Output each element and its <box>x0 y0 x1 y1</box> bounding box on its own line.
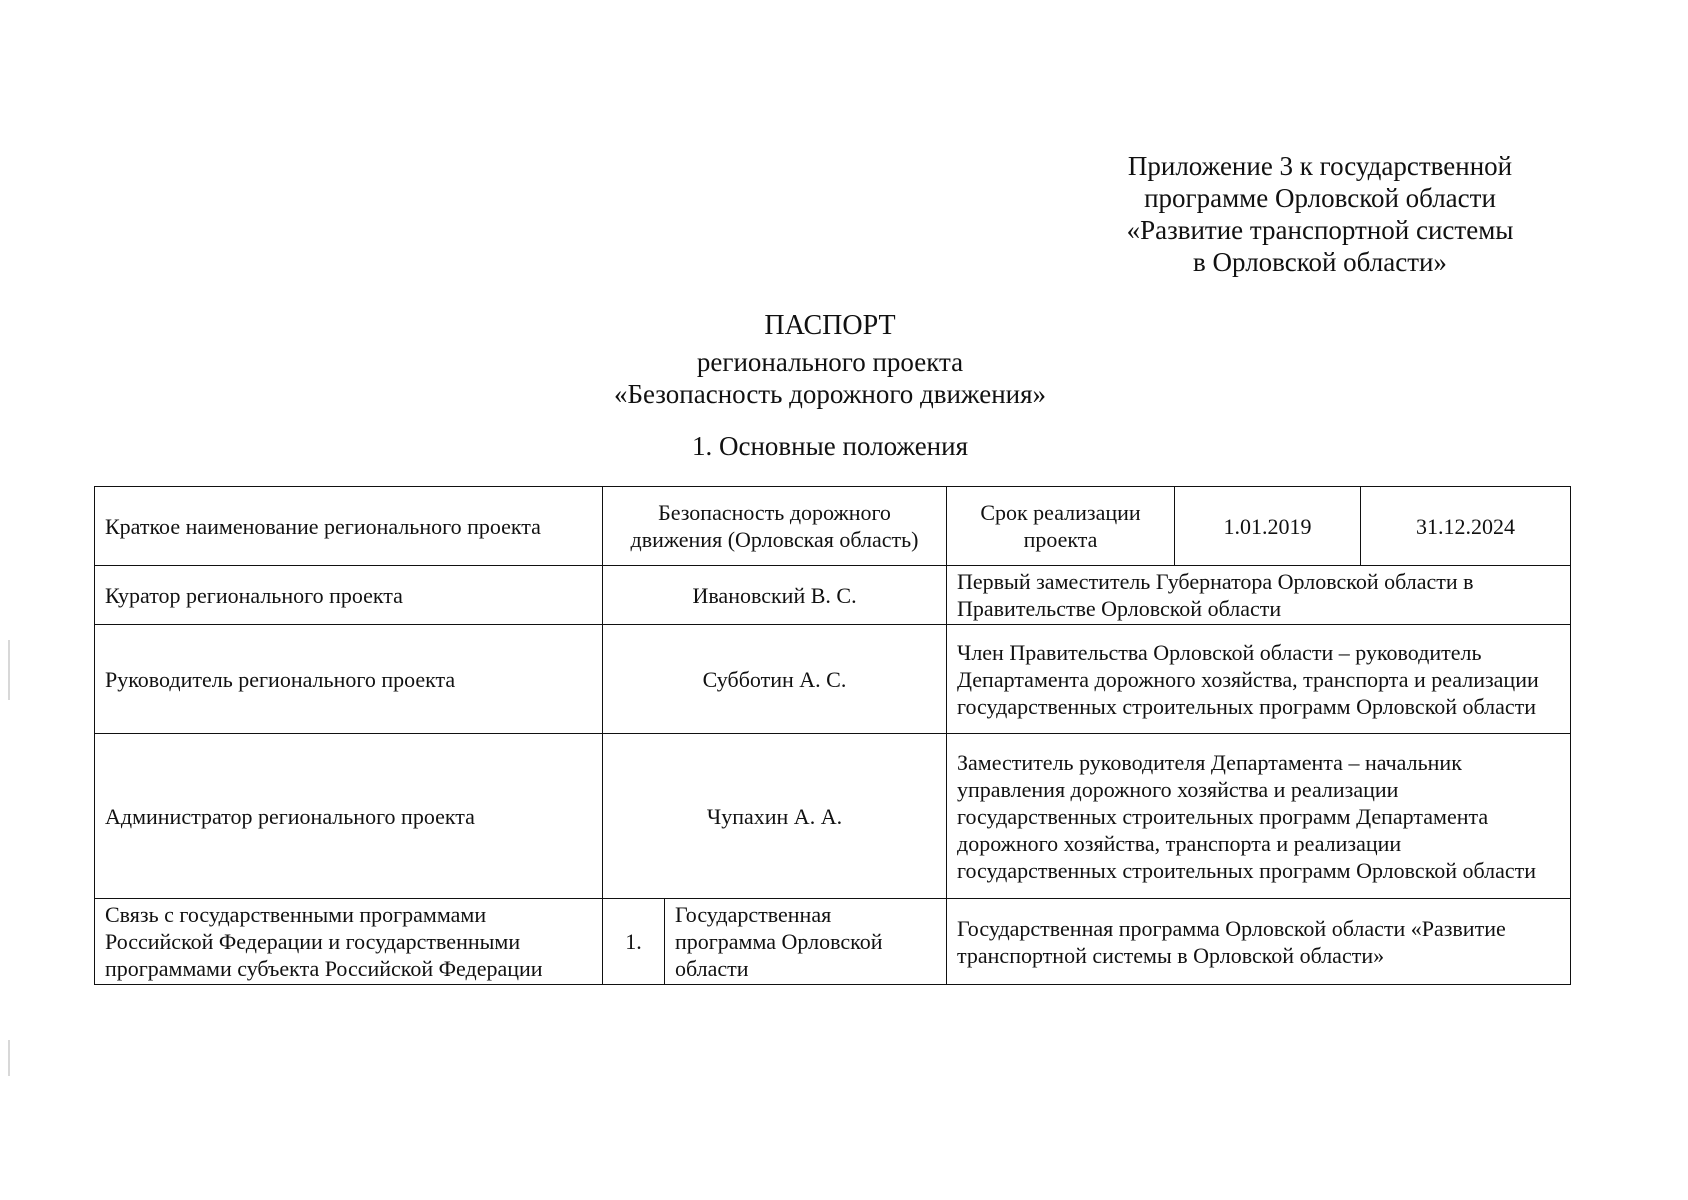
admin-name: Чупахин А. А. <box>603 734 947 899</box>
link-number: 1. <box>603 899 665 985</box>
table-row <box>95 566 1571 625</box>
document-subtitle: регионального проекта <box>696 347 964 377</box>
table-row <box>95 899 1571 985</box>
appendix-line: Приложение 3 к государственной <box>1127 151 1513 181</box>
head-name: Субботин А. С. <box>603 625 947 734</box>
curator-label: Куратор регионального проекта <box>95 566 603 625</box>
term-end: 31.12.2024 <box>1361 487 1571 566</box>
document-title: ПАСПОРТ <box>764 310 896 341</box>
appendix-line: программе Орловской области <box>1144 183 1496 213</box>
head-label: Руководитель регионального проекта <box>95 625 603 734</box>
table-row <box>95 487 1571 566</box>
table-row <box>95 734 1571 899</box>
link-label: Связь с государственными программами Российской Федерации и государственными программами субъекта Российской Федерации <box>95 899 603 985</box>
appendix-line: «Развитие транспортной системы <box>1126 215 1514 245</box>
short-name-label: Краткое наименование регионального проекта <box>95 487 603 566</box>
head-position: Член Правительства Орловской области – руководитель Департамента дорожного хозяйства, транспорта и реализации государственных строительных программ Орловской области <box>947 625 1571 734</box>
project-name: «Безопасность дорожного движения» <box>613 379 1047 409</box>
curator-name: Ивановский В. С. <box>603 566 947 625</box>
table-row <box>95 625 1571 734</box>
scan-edge-mark <box>8 640 10 700</box>
curator-position: Первый заместитель Губернатора Орловской области в Правительстве Орловской области <box>947 566 1571 625</box>
term-label: Срок реализации проекта <box>947 487 1175 566</box>
admin-position: Заместитель руководителя Департамента – начальник управления дорожного хозяйства и реализации государственных строительных программ Департамента дорожного хозяйства, транспорта и реализации государственных строительных программ Орловской области <box>947 734 1571 899</box>
section-heading: 1. Основные положения <box>692 431 968 461</box>
link-program-type: Государственная программа Орловской области <box>665 899 947 985</box>
short-name-value: Безопасность дорожного движения (Орловская область) <box>603 487 947 566</box>
term-start: 1.01.2019 <box>1175 487 1361 566</box>
scan-edge-mark <box>8 1040 10 1076</box>
appendix-line: в Орловской области» <box>1193 247 1447 277</box>
link-program-name: Государственная программа Орловской области «Развитие транспортной системы в Орловской области» <box>947 899 1571 985</box>
admin-label: Администратор регионального проекта <box>95 734 603 899</box>
passport-table <box>94 486 1571 985</box>
appendix-note <box>1080 150 1560 278</box>
